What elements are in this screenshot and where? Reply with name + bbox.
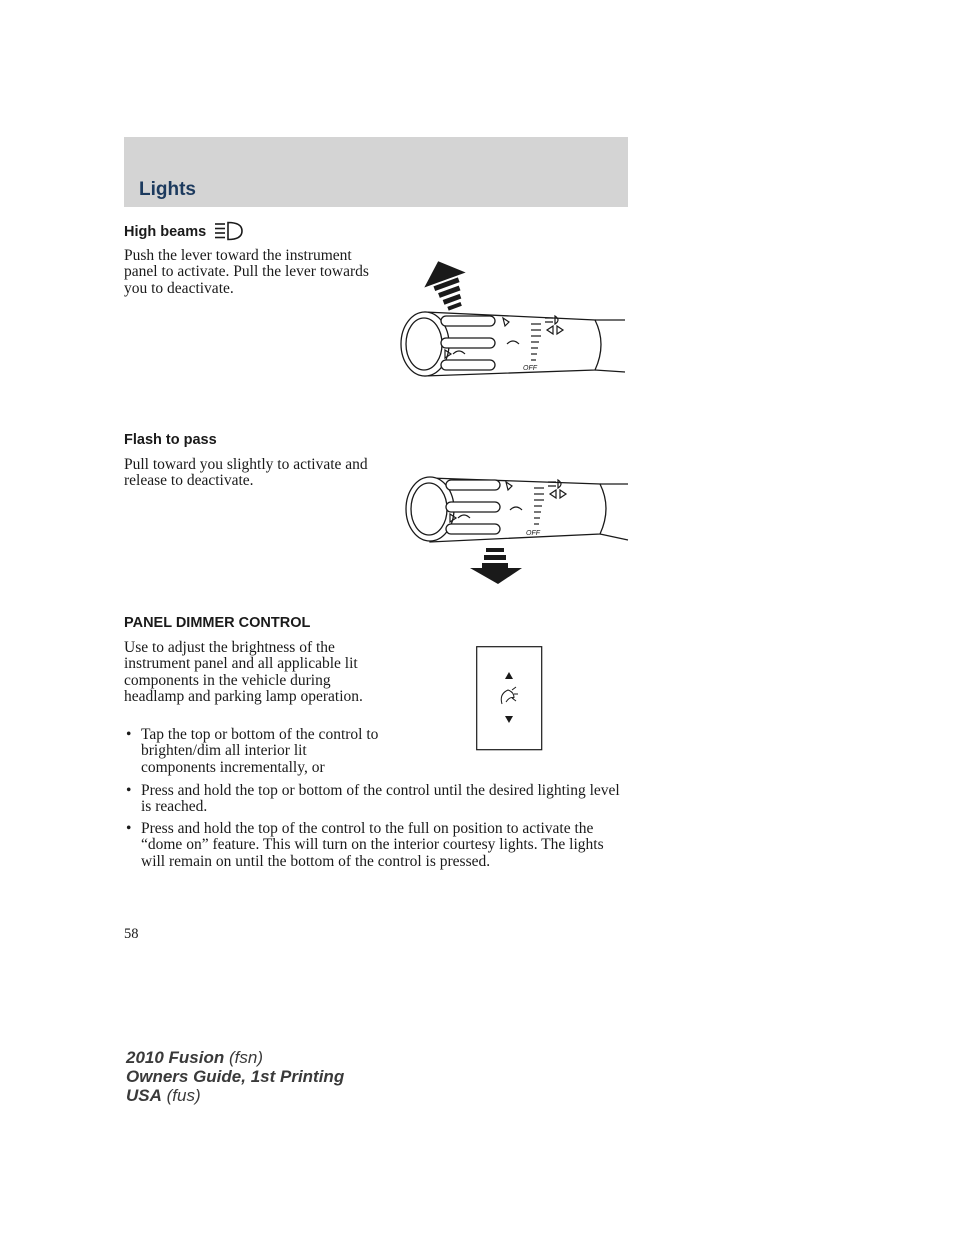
lever-off-label: OFF: [523, 365, 537, 372]
panel-dimmer-bullet: [124, 821, 631, 870]
panel-dimmer-switch-figure: [476, 646, 544, 756]
bullet-text: Press and hold the top or bottom of the control until the desired lighting level is reached.: [141, 782, 620, 816]
high-beams-heading-text: High beams: [124, 224, 207, 240]
high-beams-heading: [124, 221, 245, 245]
document-footer: [126, 1048, 344, 1105]
panel-dimmer-intro: Use to adjust the brightness of the instrument panel and all applicable lit components in the vehicle during headlamp and parking lamp operation.: [124, 639, 363, 705]
flash-to-pass-heading: Flash to pass: [124, 432, 217, 448]
panel-dimmer-heading: PANEL DIMMER CONTROL: [124, 615, 311, 631]
bullet-text: Press and hold the top of the control to the full on position to activate the “dome on” feature. This will turn on the interior courtesy lights. The lights will remain on until the bottom of the control is pressed.: [141, 820, 604, 870]
bullet-text: Tap the top or bottom of the control to brighten/dim all interior lit components incrementally, or: [141, 726, 379, 776]
multifunction-lever-icon: [406, 477, 628, 542]
high-beams-text: Push the lever toward the instrument panel to activate. Pull the lever towards you to deactivate.: [124, 247, 369, 297]
section-title: Lights: [139, 179, 196, 200]
lever-off-label: OFF: [526, 530, 540, 537]
page-number: 58: [124, 926, 139, 942]
bullet-dot: •: [126, 726, 132, 743]
bullet-dot: •: [126, 782, 132, 799]
pull-arrow-icon: [470, 548, 522, 584]
panel-dimmer-bullet: [124, 727, 381, 776]
footer-line-3: USA (fus): [126, 1086, 201, 1105]
section-header-band: [124, 137, 628, 207]
high-beam-icon: [213, 221, 245, 245]
bullet-dot: •: [126, 820, 132, 837]
panel-dimmer-bullet: [124, 783, 631, 816]
footer-line-1: 2010 Fusion (fsn): [126, 1048, 263, 1067]
flash-to-pass-lever-figure: [400, 468, 632, 592]
multifunction-lever-icon: [401, 312, 625, 376]
footer-line-2: Owners Guide, 1st Printing: [126, 1067, 345, 1086]
push-arrow-icon: [417, 258, 475, 316]
flash-to-pass-text: Pull toward you slightly to activate and release to deactivate.: [124, 456, 368, 490]
high-beams-lever-figure: [395, 258, 630, 392]
